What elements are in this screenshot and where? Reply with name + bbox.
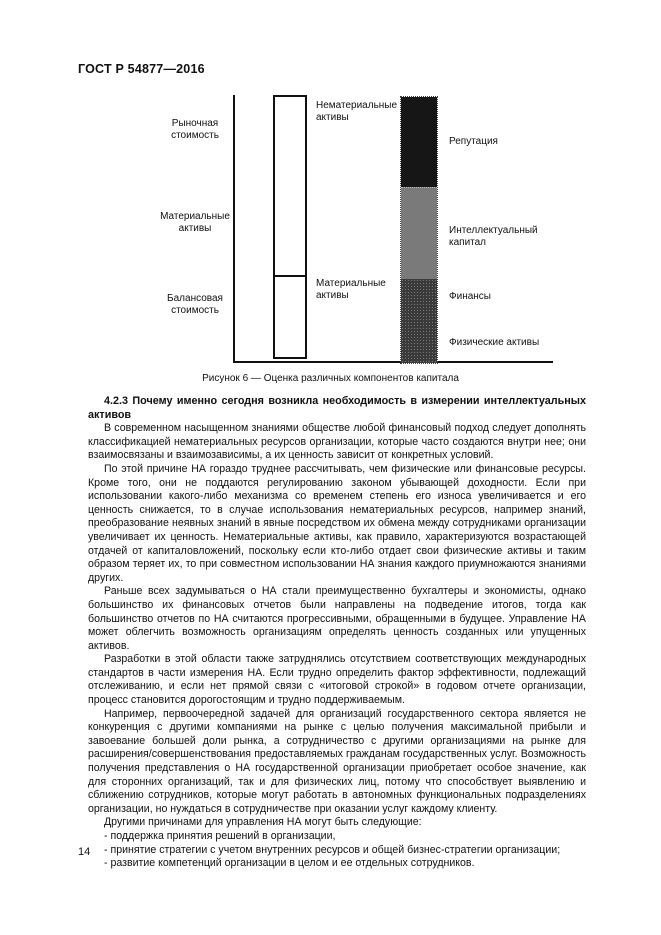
page-number: 14 [78,846,91,858]
segment-reputation [401,97,437,187]
segment-finance [401,279,437,363]
components-stacked-bar [400,96,438,364]
paragraph: По этой причине НА гораздо труднее рассчитывать, чем физические или финансовые ресурсы. Кроме того, они не поддаются регулированию законом убывающей доходности. Если при использовании какого-либо механизма со временем степень его износа увеличивается и его ценность снижается, то в случае использования нематериальных ресурсов, например знаний, преобразование неявных знаний в явные посредством их обмена между сотрудниками организации увеличивает их ценность. Нематериальные активы, как правило, характеризуются возрастающей отдачей от капиталовложений, поскольку если кто-либо отдает свои физические активы и таким образом теряет их, то при совместном использовании НА знания каждого приумножаются знаниями других. [88,462,586,584]
document-header: ГОСТ Р 54877—2016 [78,62,205,76]
label-book-value: Балансовая стоимость [167,293,223,316]
segment-intellectual-capital [401,187,437,279]
list-item: - развитие компетенций организации в целом и ее отдельных сотрудников. [104,857,475,870]
label-intangible-assets: Нематериальные активы [316,100,398,123]
list-item: - принятие стратегии с учетом внутренних ресурсов и общей бизнес-стратегии организации; [104,843,561,856]
market-value-bar-divider [273,275,307,277]
label-intellectual-capital: Интеллектуальный капитал [449,225,538,248]
label-physical-assets: Физические активы [449,337,540,348]
figure-axis-vertical [233,95,235,363]
label-finance: Финансы [449,291,491,302]
label-reputation: Репутация [449,136,498,147]
paragraph: Например, первоочередной задачей для организаций государственного сектора является не конкуренция с другими компаниями на рынке с целью получения максимальной прибыли и завоевание большей доли рынка, а сотрудничество с другими организациями на рынке для расширения/совершенствования предоставляемых гражданам государственных услуг. Возможность получения представления о НА государственной организации приобретает особое значение, как для сторонних организаций, так и для физических лиц, потому что способствует выявлению и сближению сотрудников, которые могут работать в автономных функциональных подразделениях организации, но нуждаться в сотрудничестве при оказании услуг каждому клиенту. [88,707,586,815]
label-material-assets-left: Материальные активы [160,211,230,234]
paragraph: В современном насыщенном знаниями обществе любой финансовый подход следует дополнять классификацией нематериальных ресурсов организации, которые часто создаются внутри нее; они взаимосвязаны и взаимозависимы, а их ценность зависит от конкретных условий. [88,422,586,462]
capital-components-figure [0,0,661,384]
market-value-bar [273,95,307,359]
figure-caption: Рисунок 6 — Оценка различных компонентов капитала [202,373,459,384]
section-heading: 4.2.3 Почему именно сегодня возникла необходимость в измерении интеллектуальных активов [88,395,586,421]
label-tangible-assets: Материальные активы [316,278,386,301]
paragraph: Другими причинами для управления НА могут быть следующие: [104,816,422,829]
list-item: - поддержка принятия решений в организации, [104,830,336,842]
section-body [88,395,586,871]
paragraph: Раньше всех задумываться о НА стали преимущественно бухгалтеры и экономисты, однако большинство их финансовых отчетов были направлены на подведение итогов, тогда как большинство отчетов по НА считаются прогрессивными, обращенными в будущее. Управление НА может облегчить возможность организациям определять ценность созданных или упущенных активов. [88,585,586,652]
figure-axis-horizontal [233,361,553,363]
label-market-value: Рыночная стоимость [171,118,219,141]
paragraph: Разработки в этой области также затруднялись отсутствием соответствующих международных стандартов в части измерения НА. Если трудно определить фактор эффективности, подлежащий отслеживанию, и если нет прямой связи с «итоговой строкой» в годовом отчете организации, процесс становится дорогостоящим и трудно поддерживаемым. [88,653,586,707]
